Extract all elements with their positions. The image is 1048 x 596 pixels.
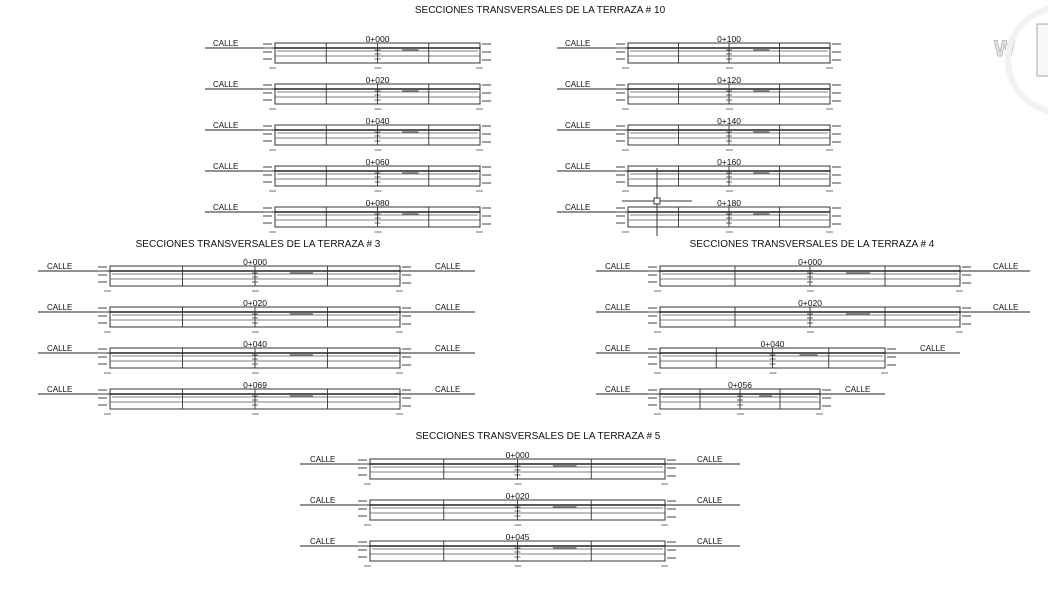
street-label-left: CALLE	[605, 303, 631, 312]
street-label-left: CALLE	[565, 121, 591, 130]
watermark-logo: W	[994, 36, 1015, 61]
crosshair-cursor	[622, 168, 692, 236]
street-label-right: CALLE	[697, 537, 723, 546]
street-label-right: CALLE	[435, 262, 461, 271]
cross-section[interactable]	[300, 532, 740, 566]
street-label-left: CALLE	[213, 39, 239, 48]
street-label-left: CALLE	[565, 80, 591, 89]
street-label-right: CALLE	[697, 455, 723, 464]
cross-section[interactable]	[205, 34, 491, 68]
section-group-terraza	[205, 5, 841, 232]
cross-section[interactable]	[205, 198, 491, 232]
street-label-right: CALLE	[845, 385, 871, 394]
station-label: 0+020	[243, 298, 267, 308]
group-title: SECCIONES TRANSVERSALES DE LA TERRAZA # 10	[414, 5, 666, 16]
station-label: 0+000	[243, 257, 267, 267]
cross-section[interactable]	[596, 298, 1030, 332]
station-label: 0+160	[717, 157, 741, 167]
section-group-terraza	[38, 239, 475, 414]
cross-section[interactable]	[557, 116, 841, 150]
station-label: 0+140	[717, 116, 741, 126]
station-label: 0+080	[365, 198, 390, 208]
station-label: 0+000	[798, 257, 822, 267]
street-label-left: CALLE	[47, 262, 73, 271]
section-group-terraza	[596, 239, 1030, 414]
street-label-left: CALLE	[213, 121, 239, 130]
cross-section[interactable]	[38, 380, 475, 414]
cross-section[interactable]	[596, 257, 1030, 291]
street-label-left: CALLE	[310, 455, 336, 464]
station-label: 0+040	[243, 339, 267, 349]
station-label: 0+060	[365, 157, 390, 167]
cross-section[interactable]	[596, 339, 960, 373]
group-title: SECCIONES TRANSVERSALES DE LA TERRAZA # 3	[135, 239, 381, 250]
station-label: 0+100	[717, 34, 741, 44]
street-label-right: CALLE	[920, 344, 946, 353]
station-label: 0+020	[505, 491, 530, 501]
station-label: 0+000	[365, 34, 390, 44]
cross-section[interactable]	[300, 450, 740, 484]
cross-section[interactable]	[557, 34, 841, 68]
street-label-right: CALLE	[435, 303, 461, 312]
cross-section[interactable]	[205, 75, 491, 109]
station-label: 0+040	[760, 339, 785, 349]
street-label-left: CALLE	[565, 203, 591, 212]
cross-section[interactable]	[557, 157, 841, 191]
station-label: 0+020	[365, 75, 390, 85]
street-label-left: CALLE	[213, 203, 239, 212]
cross-section[interactable]	[38, 298, 475, 332]
street-label-left: CALLE	[310, 496, 336, 505]
station-label: 0+045	[505, 532, 530, 542]
street-label-left: CALLE	[47, 303, 73, 312]
cross-section[interactable]	[38, 257, 475, 291]
cross-section[interactable]	[38, 339, 475, 373]
cross-section[interactable]	[205, 157, 491, 191]
street-label-right: CALLE	[993, 262, 1019, 271]
street-label-left: CALLE	[47, 344, 73, 353]
station-label: 0+040	[365, 116, 390, 126]
street-label-right: CALLE	[435, 344, 461, 353]
viewcube-face[interactable]	[1037, 24, 1048, 76]
street-label-right: CALLE	[435, 385, 461, 394]
station-label: 0+000	[505, 450, 530, 460]
group-title: SECCIONES TRANSVERSALES DE LA TERRAZA # 4	[689, 239, 935, 250]
station-label: 0+120	[717, 75, 741, 85]
street-label-left: CALLE	[213, 80, 239, 89]
street-label-left: CALLE	[565, 162, 591, 171]
street-label-right: CALLE	[697, 496, 723, 505]
cross-section[interactable]	[557, 198, 841, 232]
street-label-left: CALLE	[213, 162, 239, 171]
station-label: 0+180	[717, 198, 741, 208]
cross-section[interactable]	[557, 75, 841, 109]
street-label-left: CALLE	[310, 537, 336, 546]
cross-section[interactable]	[205, 116, 491, 150]
street-label-left: CALLE	[565, 39, 591, 48]
station-label: 0+056	[728, 380, 752, 390]
street-label-left: CALLE	[605, 385, 631, 394]
street-label-left: CALLE	[47, 385, 73, 394]
street-label-left: CALLE	[605, 262, 631, 271]
group-title: SECCIONES TRANSVERSALES DE LA TERRAZA # 5	[415, 431, 661, 442]
section-group-terraza	[300, 431, 740, 566]
street-label-left: CALLE	[605, 344, 631, 353]
station-label: 0+069	[243, 380, 267, 390]
station-label: 0+020	[798, 298, 822, 308]
cross-section[interactable]	[300, 491, 740, 525]
cross-section[interactable]	[596, 380, 885, 414]
street-label-right: CALLE	[993, 303, 1019, 312]
